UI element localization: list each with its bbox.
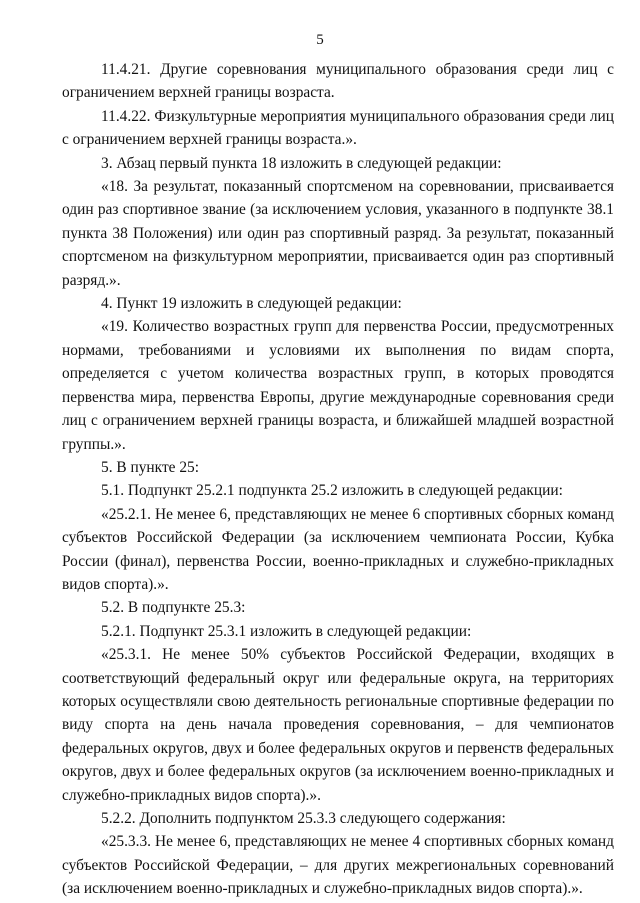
paragraph-item-4: 4. Пункт 19 изложить в следующей редакции:: [101, 295, 402, 313]
paragraph-clause-25-3-1: «25.3.1. Не менее 50% субъектов Российской Федерации, входящих в соответствующий федеральный округ или федеральные округа, на территориях которых осуществляли свою деятельность региональные спортивные федерации по виду спорта на день начала проведения соревнования, – для чемпионатов федеральных округов, двух и более федеральных округов и первенств федеральных округов, двух и более федеральных округов (за исключением военно-прикладных и служебно-прикладных видов спорта).».: [62, 646, 614, 804]
paragraph-clause-25-2-1: «25.2.1. Не менее 6, представляющих не менее 6 спортивных сборных команд субъектов Российской Федерации (за исключением чемпионата России, Кубка России (финал), первенства России, военно-прикладных и служебно-прикладных видов спорта).».: [62, 505, 614, 593]
paragraph-item-3: 3. Абзац первый пункта 18 изложить в следующей редакции:: [101, 154, 502, 172]
paragraph-clause-25-3-3: «25.3.3. Не менее 6, представляющих не менее 4 спортивных сборных команд субъектов Российской Федерации, – для других межрегиональных соревнований (за исключением военно-прикладных и служебно-прикладных видов спорта).».: [62, 833, 614, 898]
paragraph-clause-18: «18. За результат, показанный спортсменом на соревновании, присваивается один раз спортивное звание (за исключением условия, указанного в подпункте 38.1 пункта 38 Положения) или один раз спортивный разряд. За результат, показанный спортсменом на физкультурном мероприятии, присваивается один раз спортивный разряд.».: [62, 178, 614, 289]
paragraph-item-5-2: 5.2. В подпункте 25.3:: [101, 599, 246, 617]
paragraph-item-5-2-1: 5.2.1. Подпункт 25.3.1 изложить в следующей редакции:: [101, 622, 472, 640]
paragraph-item-5-2-2: 5.2.2. Дополнить подпунктом 25.3.3 следующего содержания:: [101, 810, 506, 827]
paragraph-11-4-21: 11.4.21. Другие соревнования муниципального образования среди лиц с ограничением верхней границы возраста.: [62, 61, 614, 102]
paragraph-clause-19: «19. Количество возрастных групп для первенства России, предусмотренных нормами, требованиями и условиями их выполнения по видам спорта, определяется с учетом количества возрастных групп, в которых проводятся первенства мира, первенства Европы, другие международные соревнования среди лиц с ограничением верхней границы возраста, и ближайшей младшей возрастной группы.».: [62, 318, 614, 453]
paragraph-item-5: 5. В пункте 25:: [101, 458, 200, 476]
document-body: [62, 58, 614, 901]
paragraph-11-4-22: 11.4.22. Физкультурные мероприятия муниципального образования среди лиц с ограничением верхней границы возраста.».: [62, 107, 614, 149]
paragraph-item-5-1: 5.1. Подпункт 25.2.1 подпункта 25.2 изложить в следующей редакции:: [101, 482, 563, 500]
page-number: 5: [316, 32, 324, 48]
